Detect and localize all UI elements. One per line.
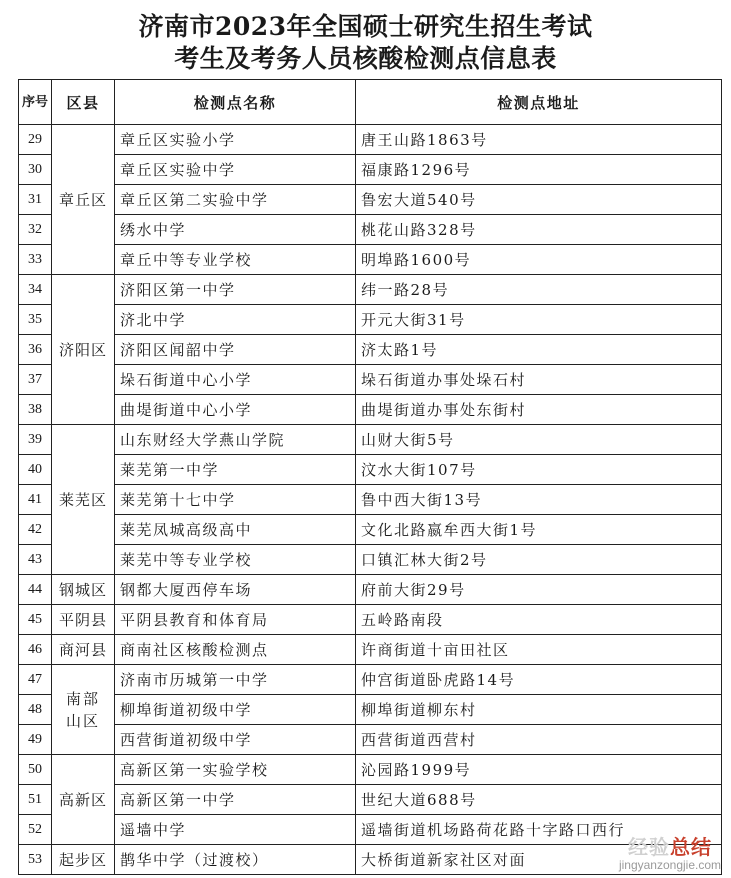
row-number: 44 bbox=[19, 575, 52, 605]
row-number: 35 bbox=[19, 305, 52, 335]
site-name-cell: 济阳区闻韶中学 bbox=[115, 335, 356, 365]
table-row bbox=[19, 725, 722, 755]
table-row bbox=[19, 845, 722, 875]
site-address-cell: 济太路1号 bbox=[356, 335, 722, 365]
row-number: 47 bbox=[19, 665, 52, 695]
row-number: 46 bbox=[19, 635, 52, 665]
site-address-cell: 世纪大道688号 bbox=[356, 785, 722, 815]
site-name-cell: 章丘区第二实验中学 bbox=[115, 185, 356, 215]
district-cell: 平阴县 bbox=[52, 605, 115, 635]
district-cell: 高新区 bbox=[52, 755, 115, 845]
site-name-cell: 柳埠街道初级中学 bbox=[115, 695, 356, 725]
table-row bbox=[19, 575, 722, 605]
row-number: 48 bbox=[19, 695, 52, 725]
site-name-cell: 山东财经大学燕山学院 bbox=[115, 425, 356, 455]
site-name-cell: 莱芜第一中学 bbox=[115, 455, 356, 485]
site-name-cell: 曲堤街道中心小学 bbox=[115, 395, 356, 425]
row-number: 42 bbox=[19, 515, 52, 545]
site-address-cell: 山财大街5号 bbox=[356, 425, 722, 455]
row-number: 37 bbox=[19, 365, 52, 395]
site-name-cell: 章丘区实验中学 bbox=[115, 155, 356, 185]
table-row bbox=[19, 635, 722, 665]
site-address-cell: 沁园路1999号 bbox=[356, 755, 722, 785]
row-number: 38 bbox=[19, 395, 52, 425]
header-site-name: 检测点名称 bbox=[115, 80, 356, 125]
table-row bbox=[19, 455, 722, 485]
row-number: 43 bbox=[19, 545, 52, 575]
table-row bbox=[19, 305, 722, 335]
row-number: 53 bbox=[19, 845, 52, 875]
row-number: 32 bbox=[19, 215, 52, 245]
table-row bbox=[19, 215, 722, 245]
site-address-cell: 五岭路南段 bbox=[356, 605, 722, 635]
site-name-cell: 西营街道初级中学 bbox=[115, 725, 356, 755]
table-row bbox=[19, 275, 722, 305]
site-name-cell: 莱芜第十七中学 bbox=[115, 485, 356, 515]
table-row bbox=[19, 695, 722, 725]
site-name-cell: 高新区第一中学 bbox=[115, 785, 356, 815]
site-name-cell: 济南市历城第一中学 bbox=[115, 665, 356, 695]
site-name-cell: 济北中学 bbox=[115, 305, 356, 335]
site-name-cell: 高新区第一实验学校 bbox=[115, 755, 356, 785]
district-cell: 章丘区 bbox=[52, 125, 115, 275]
row-number: 40 bbox=[19, 455, 52, 485]
district-cell: 南部山区 bbox=[52, 665, 115, 755]
table-row bbox=[19, 365, 722, 395]
header-district: 区县 bbox=[52, 80, 115, 125]
table-row bbox=[19, 425, 722, 455]
district-cell: 莱芜区 bbox=[52, 425, 115, 575]
site-address-cell: 唐王山路1863号 bbox=[356, 125, 722, 155]
district-cell: 济阳区 bbox=[52, 275, 115, 425]
row-number: 31 bbox=[19, 185, 52, 215]
table-row bbox=[19, 785, 722, 815]
district-cell: 钢城区 bbox=[52, 575, 115, 605]
row-number: 39 bbox=[19, 425, 52, 455]
site-watermark bbox=[619, 831, 721, 872]
site-address-cell: 口镇汇林大街2号 bbox=[356, 545, 722, 575]
table-row bbox=[19, 155, 722, 185]
table-row bbox=[19, 515, 722, 545]
district-cell: 商河县 bbox=[52, 635, 115, 665]
site-address-cell: 西营街道西营村 bbox=[356, 725, 722, 755]
table-body bbox=[19, 125, 722, 875]
site-name-cell: 章丘中等专业学校 bbox=[115, 245, 356, 275]
site-address-cell: 文化北路嬴牟西大街1号 bbox=[356, 515, 722, 545]
site-address-cell: 垛石街道办事处垛石村 bbox=[356, 365, 722, 395]
row-number: 52 bbox=[19, 815, 52, 845]
site-name-cell: 商南社区核酸检测点 bbox=[115, 635, 356, 665]
site-address-cell: 大桥街道新家社区对面 bbox=[356, 845, 722, 875]
row-number: 33 bbox=[19, 245, 52, 275]
table-row bbox=[19, 485, 722, 515]
site-address-cell: 汶水大街107号 bbox=[356, 455, 722, 485]
row-number: 29 bbox=[19, 125, 52, 155]
row-number: 36 bbox=[19, 335, 52, 365]
site-name-cell: 钢都大厦西停车场 bbox=[115, 575, 356, 605]
row-number: 41 bbox=[19, 485, 52, 515]
table-row bbox=[19, 335, 722, 365]
site-address-cell: 许商街道十亩田社区 bbox=[356, 635, 722, 665]
site-name-cell: 莱芜凤城高级高中 bbox=[115, 515, 356, 545]
site-address-cell: 桃花山路328号 bbox=[356, 215, 722, 245]
row-number: 30 bbox=[19, 155, 52, 185]
table-header-row bbox=[19, 80, 722, 125]
site-name-cell: 鹊华中学（过渡校） bbox=[115, 845, 356, 875]
table-row bbox=[19, 755, 722, 785]
site-address-cell: 福康路1296号 bbox=[356, 155, 722, 185]
row-number: 34 bbox=[19, 275, 52, 305]
testing-sites-table bbox=[18, 79, 722, 875]
site-address-cell: 仲宫街道卧虎路14号 bbox=[356, 665, 722, 695]
watermark-url: jingyanzongjie.com bbox=[618, 858, 721, 872]
site-address-cell: 曲堤街道办事处东街村 bbox=[356, 395, 722, 425]
site-name-cell: 遥墙中学 bbox=[115, 815, 356, 845]
site-address-cell: 柳埠街道柳东村 bbox=[356, 695, 722, 725]
row-number: 50 bbox=[19, 755, 52, 785]
row-number: 45 bbox=[19, 605, 52, 635]
table-row bbox=[19, 245, 722, 275]
page-title-line1: 济南市2023年全国硕士研究生招生考试 bbox=[138, 12, 593, 41]
table-row bbox=[19, 125, 722, 155]
page-title-line2: 考生及考务人员核酸检测点信息表 bbox=[174, 44, 557, 73]
district-cell: 起步区 bbox=[52, 845, 115, 875]
site-address-cell: 明埠路1600号 bbox=[356, 245, 722, 275]
site-address-cell: 纬一路28号 bbox=[356, 275, 722, 305]
table-row bbox=[19, 395, 722, 425]
watermark-brand-red: 总结 bbox=[669, 835, 712, 859]
site-name-cell: 章丘区实验小学 bbox=[115, 125, 356, 155]
table-row bbox=[19, 545, 722, 575]
table-row bbox=[19, 605, 722, 635]
row-number: 49 bbox=[19, 725, 52, 755]
header-seq: 序号 bbox=[19, 80, 52, 125]
site-address-cell: 开元大街31号 bbox=[356, 305, 722, 335]
site-name-cell: 绣水中学 bbox=[115, 215, 356, 245]
site-name-cell: 济阳区第一中学 bbox=[115, 275, 356, 305]
table-row bbox=[19, 185, 722, 215]
site-name-cell: 平阴县教育和体育局 bbox=[115, 605, 356, 635]
header-site-address: 检测点地址 bbox=[356, 80, 722, 125]
table-row bbox=[19, 815, 722, 845]
watermark-brand-gray: 经验 bbox=[627, 835, 670, 859]
site-address-cell: 遥墙街道机场路荷花路十字路口西行 bbox=[356, 815, 722, 845]
row-number: 51 bbox=[19, 785, 52, 815]
site-address-cell: 鲁中西大街13号 bbox=[356, 485, 722, 515]
site-address-cell: 鲁宏大道540号 bbox=[356, 185, 722, 215]
table-row bbox=[19, 665, 722, 695]
site-name-cell: 垛石街道中心小学 bbox=[115, 365, 356, 395]
site-address-cell: 府前大街29号 bbox=[356, 575, 722, 605]
site-name-cell: 莱芜中等专业学校 bbox=[115, 545, 356, 575]
